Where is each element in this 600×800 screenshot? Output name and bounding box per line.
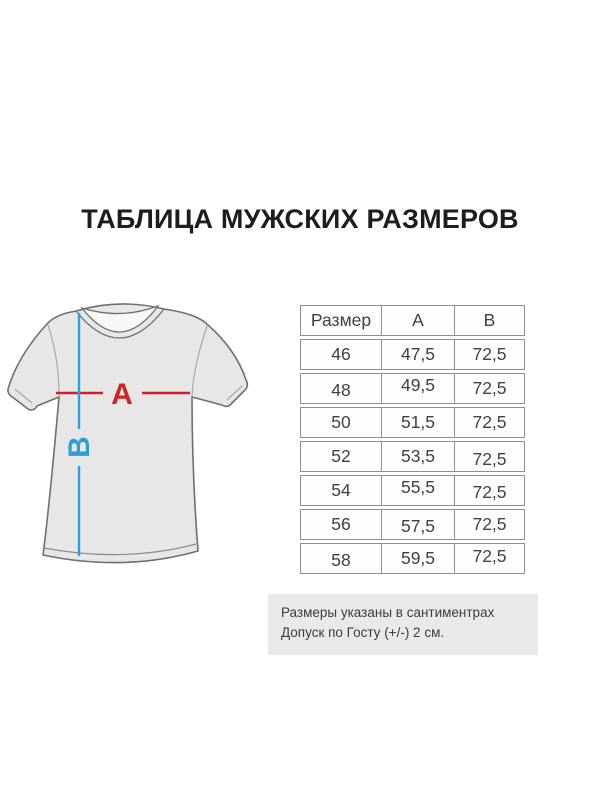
cell-size: 46 — [300, 339, 382, 370]
cell-b: 72,5 — [455, 373, 525, 404]
cell-b: 72,5 — [455, 407, 525, 438]
column-header-size: Размер — [300, 305, 382, 336]
cell-size: 52 — [300, 441, 382, 472]
cell-a: 49,5 — [382, 373, 455, 404]
size-table-row — [300, 441, 525, 472]
tshirt-icon — [2, 294, 256, 578]
footnote-box — [268, 594, 538, 655]
column-header-a: A — [382, 305, 455, 336]
size-table-row — [300, 373, 525, 404]
size-table-row — [300, 407, 525, 438]
tshirt-diagram — [2, 294, 256, 578]
cell-a: 57,5 — [382, 509, 455, 540]
cell-a: 55,5 — [382, 475, 455, 506]
footnote-units: Размеры указаны в сантиментрах — [281, 605, 495, 620]
cell-b: 72,5 — [455, 509, 525, 540]
size-table-row — [300, 475, 525, 506]
size-table-container — [300, 302, 525, 577]
cell-b: 72,5 — [455, 441, 525, 472]
cell-size: 56 — [300, 509, 382, 540]
cell-size: 48 — [300, 373, 382, 404]
footnote-tolerance: Допуск по Госту (+/-) 2 см. — [281, 625, 445, 641]
cell-b: 72,5 — [455, 475, 525, 506]
size-table-header-row — [300, 305, 525, 336]
cell-a: 59,5 — [382, 543, 455, 574]
cell-size: 58 — [300, 543, 382, 574]
cell-b: 72,5 — [455, 339, 525, 370]
page-title: ТАБЛИЦА МУЖСКИХ РАЗМЕРОВ — [81, 204, 519, 234]
size-table-row — [300, 543, 525, 574]
cell-b: 72,5 — [455, 543, 525, 574]
size-table-row — [300, 509, 525, 540]
tshirt-body — [8, 304, 247, 563]
cell-size: 50 — [300, 407, 382, 438]
width-label: A — [111, 378, 133, 411]
cell-a: 47,5 — [382, 339, 455, 370]
size-table — [300, 302, 525, 577]
length-label: B — [63, 436, 96, 458]
size-table-row — [300, 339, 525, 370]
cell-a: 53,5 — [382, 441, 455, 472]
column-header-b: B — [455, 305, 525, 336]
cell-size: 54 — [300, 475, 382, 506]
cell-a: 51,5 — [382, 407, 455, 438]
